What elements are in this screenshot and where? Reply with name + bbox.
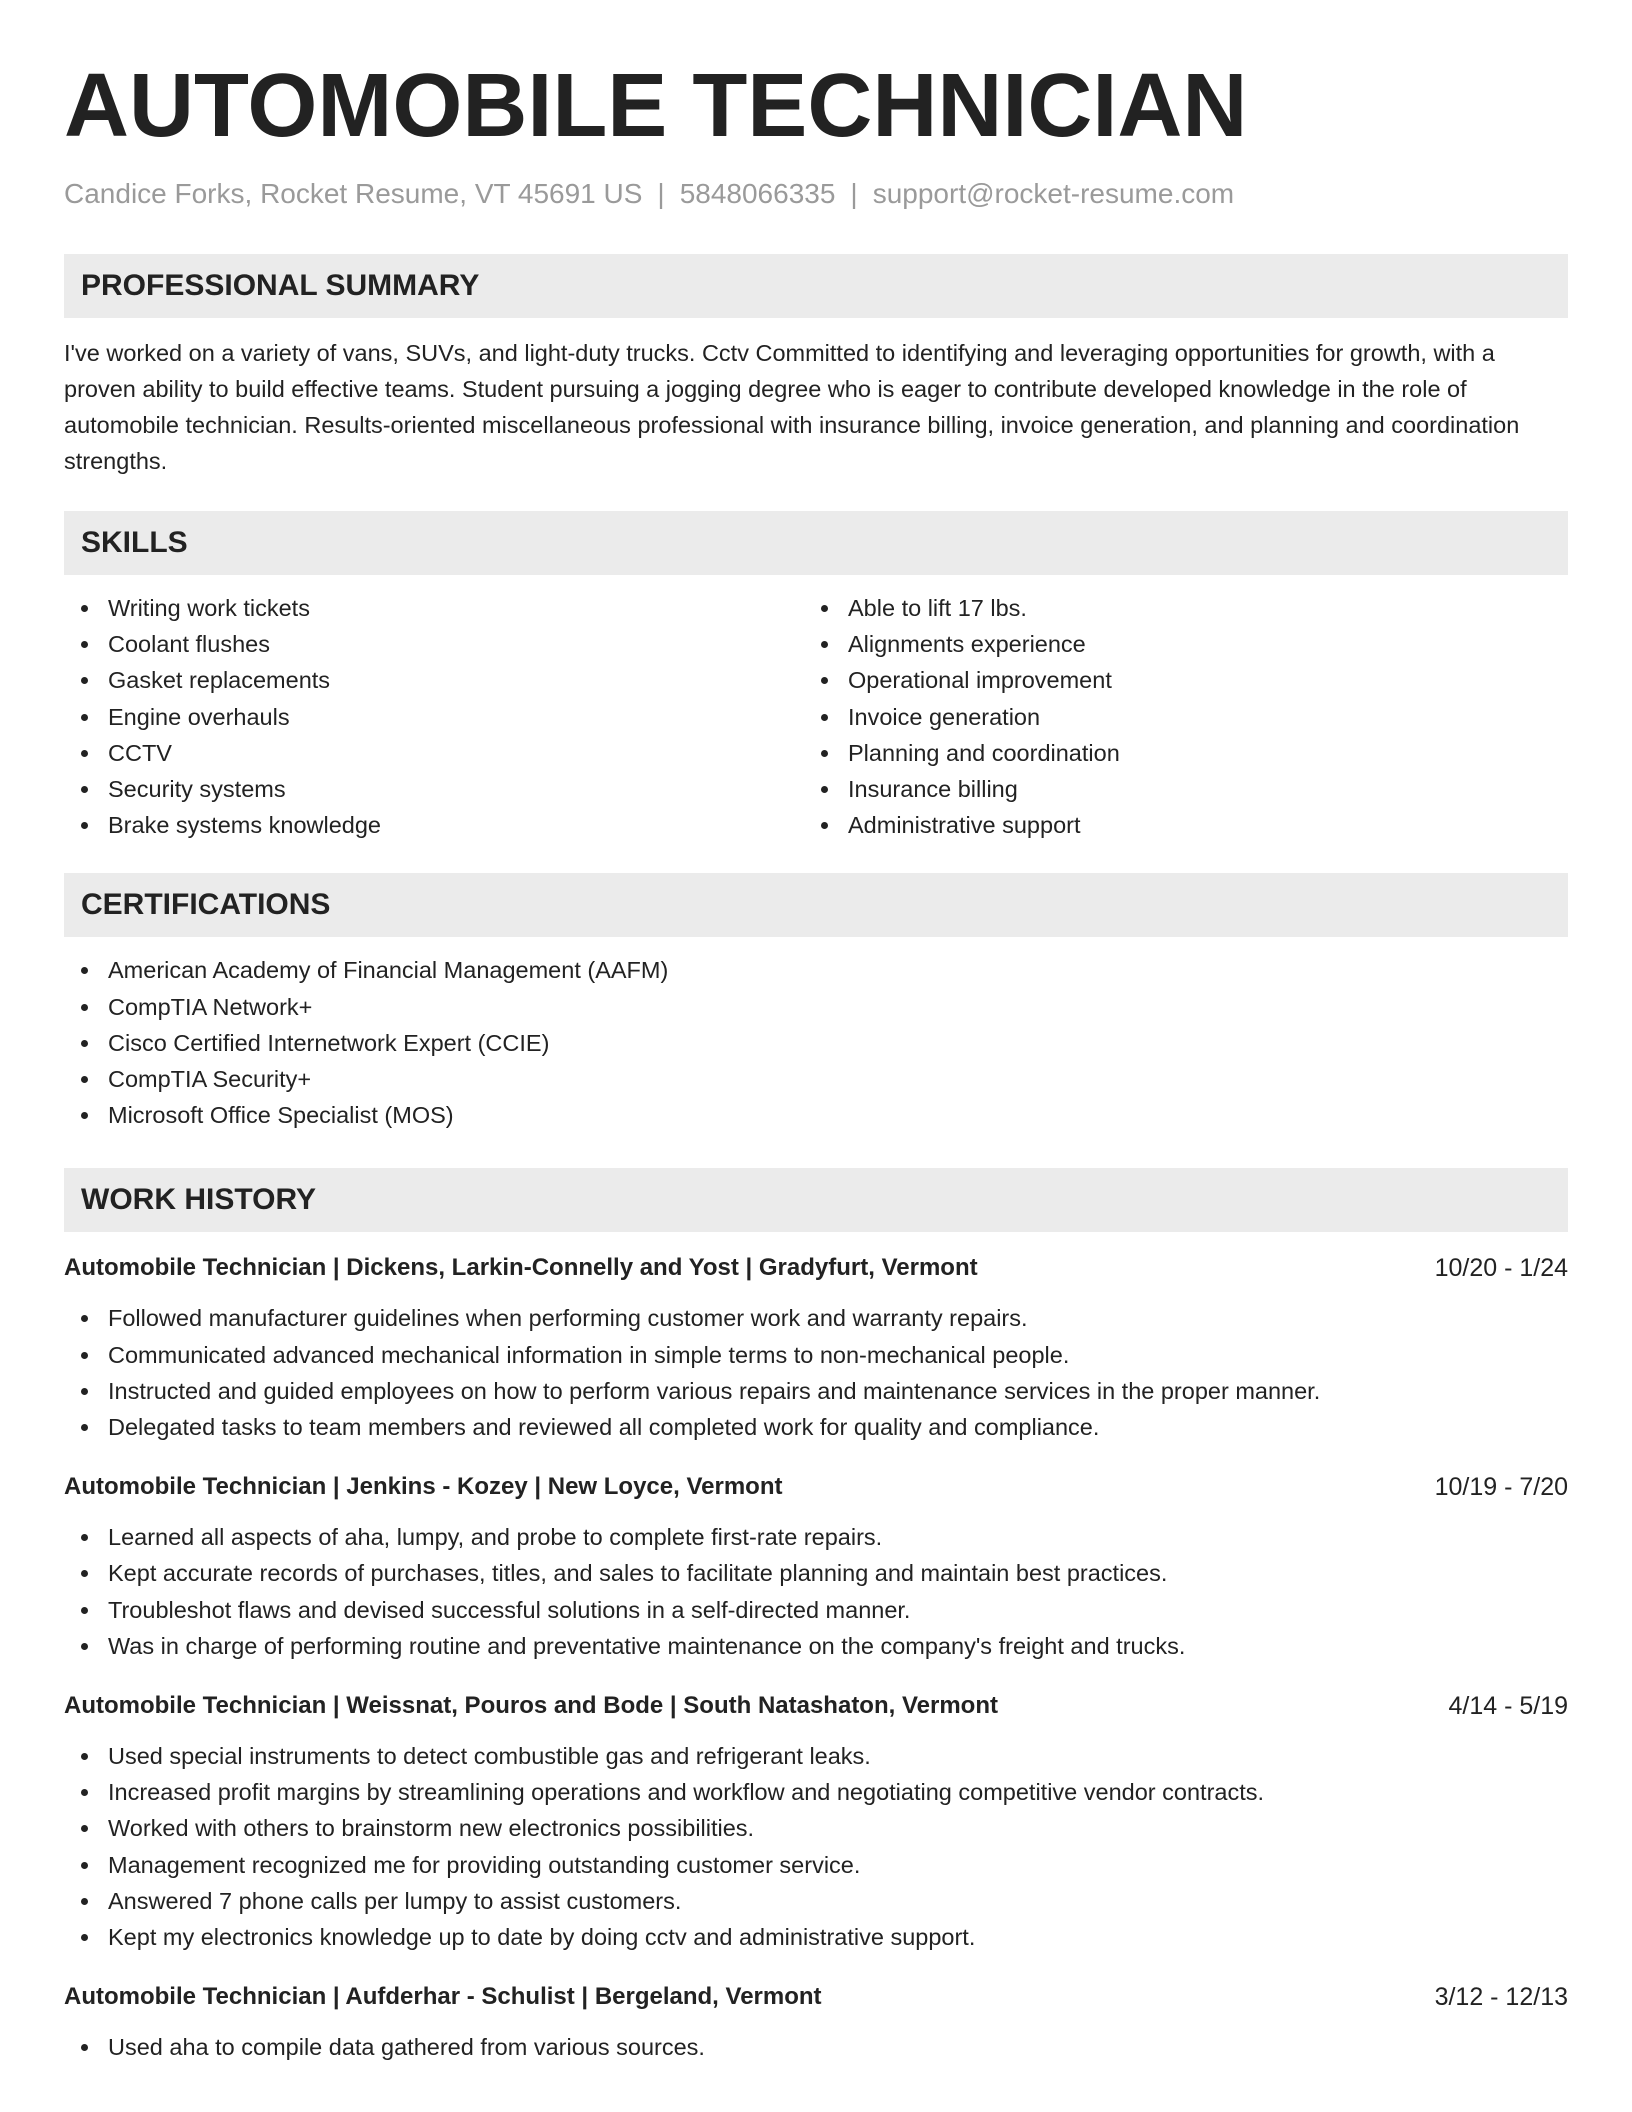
skills-heading: SKILLS bbox=[64, 511, 1568, 575]
skill-item: Writing work tickets bbox=[64, 590, 804, 626]
job-header bbox=[64, 1252, 1568, 1284]
job-bullet: Followed manufacturer guidelines when performing customer work and warranty repairs. bbox=[64, 1300, 1568, 1336]
job-entry bbox=[64, 1690, 1568, 1955]
skill-item: Engine overhauls bbox=[64, 699, 804, 735]
skill-item: Planning and coordination bbox=[804, 735, 1544, 771]
summary-heading: PROFESSIONAL SUMMARY bbox=[64, 254, 1568, 318]
certification-item: Cisco Certified Internetwork Expert (CCIE) bbox=[64, 1025, 1568, 1061]
skill-item: Alignments experience bbox=[804, 626, 1544, 662]
skill-item: Operational improvement bbox=[804, 662, 1544, 698]
job-bullets bbox=[64, 1300, 1568, 1445]
job-bullets bbox=[64, 2029, 1568, 2065]
contact-separator: | bbox=[850, 178, 858, 209]
resume-title: AUTOMOBILE TECHNICIAN bbox=[64, 56, 1248, 156]
job-bullet: Troubleshot flaws and devised successful solutions in a self-directed manner. bbox=[64, 1592, 1568, 1628]
job-bullet: Management recognized me for providing outstanding customer service. bbox=[64, 1847, 1568, 1883]
job-dates: 3/12 - 12/13 bbox=[1434, 1983, 1568, 2012]
certifications-heading: CERTIFICATIONS bbox=[64, 873, 1568, 937]
skill-item: Insurance billing bbox=[804, 771, 1544, 807]
skills-columns bbox=[64, 590, 1568, 843]
skill-item: Administrative support bbox=[804, 807, 1544, 843]
job-title: Automobile Technician | Dickens, Larkin-Connelly and Yost | Gradyfurt, Vermont bbox=[64, 1254, 978, 1282]
job-dates: 4/14 - 5/19 bbox=[1448, 1692, 1568, 1721]
job-bullet: Instructed and guided employees on how to perform various repairs and maintenance services in the proper manner. bbox=[64, 1373, 1568, 1409]
work-history-section bbox=[64, 1168, 1568, 2065]
skills-list-right bbox=[804, 590, 1544, 843]
skills-section bbox=[64, 511, 1568, 843]
job-bullet: Was in charge of performing routine and preventative maintenance on the company's freight and trucks. bbox=[64, 1628, 1568, 1664]
skills-list-left bbox=[64, 590, 804, 843]
contact-email[interactable]: support@rocket-resume.com bbox=[872, 178, 1235, 209]
contact-address: Candice Forks, Rocket Resume, VT 45691 US bbox=[64, 178, 643, 209]
skill-item: Coolant flushes bbox=[64, 626, 804, 662]
job-title: Automobile Technician | Weissnat, Pouros and Bode | South Natashaton, Vermont bbox=[64, 1692, 998, 1720]
work-history-heading: WORK HISTORY bbox=[64, 1168, 1568, 1232]
certification-item: American Academy of Financial Management (AAFM) bbox=[64, 952, 1568, 988]
job-bullet: Learned all aspects of aha, lumpy, and probe to complete first-rate repairs. bbox=[64, 1519, 1568, 1555]
job-bullet: Worked with others to brainstorm new electronics possibilities. bbox=[64, 1810, 1568, 1846]
job-bullet: Answered 7 phone calls per lumpy to assist customers. bbox=[64, 1883, 1568, 1919]
skill-item: Brake systems knowledge bbox=[64, 807, 804, 843]
job-bullet: Delegated tasks to team members and reviewed all completed work for quality and compliance. bbox=[64, 1409, 1568, 1445]
job-entry bbox=[64, 1471, 1568, 1664]
skill-item: Security systems bbox=[64, 771, 804, 807]
job-bullet: Increased profit margins by streamlining operations and workflow and negotiating competitive vendor contracts. bbox=[64, 1774, 1568, 1810]
job-title: Automobile Technician | Aufderhar - Schulist | Bergeland, Vermont bbox=[64, 1983, 822, 2011]
job-title: Automobile Technician | Jenkins - Kozey | New Loyce, Vermont bbox=[64, 1473, 783, 1501]
skill-item: Invoice generation bbox=[804, 699, 1544, 735]
job-bullet: Kept accurate records of purchases, titles, and sales to facilitate planning and maintain best practices. bbox=[64, 1555, 1568, 1591]
certification-item: CompTIA Network+ bbox=[64, 989, 1568, 1025]
job-header bbox=[64, 1690, 1568, 1722]
contact-phone: 5848066335 bbox=[679, 178, 836, 209]
job-bullet: Used special instruments to detect combustible gas and refrigerant leaks. bbox=[64, 1738, 1568, 1774]
summary-text: I've worked on a variety of vans, SUVs, and light-duty trucks. Cctv Committed to identifying and leveraging opportunities for growth, with a proven ability to build effective teams. Student pursuing a jogging degree who is eager to contribute developed knowledge in the role of automobile technician. Results-oriented miscellaneous professional with insurance billing, invoice generation, and planning and coordination strengths. bbox=[64, 340, 1520, 474]
skill-item: CCTV bbox=[64, 735, 804, 771]
job-dates: 10/20 - 1/24 bbox=[1434, 1254, 1568, 1283]
job-header bbox=[64, 1981, 1568, 2013]
job-dates: 10/19 - 7/20 bbox=[1434, 1473, 1568, 1502]
job-bullet: Kept my electronics knowledge up to date by doing cctv and administrative support. bbox=[64, 1919, 1568, 1955]
certifications-list bbox=[64, 952, 1568, 1133]
job-bullet: Communicated advanced mechanical information in simple terms to non-mechanical people. bbox=[64, 1337, 1568, 1373]
certifications-section bbox=[64, 873, 1568, 1133]
job-entry bbox=[64, 1252, 1568, 1445]
job-header bbox=[64, 1471, 1568, 1503]
job-bullet: Used aha to compile data gathered from various sources. bbox=[64, 2029, 1568, 2065]
contact-separator: | bbox=[657, 178, 665, 209]
contact-line bbox=[64, 176, 1568, 212]
job-entry bbox=[64, 1981, 1568, 2065]
certification-item: CompTIA Security+ bbox=[64, 1061, 1568, 1097]
certification-item: Microsoft Office Specialist (MOS) bbox=[64, 1097, 1568, 1133]
skill-item: Gasket replacements bbox=[64, 662, 804, 698]
job-bullets bbox=[64, 1519, 1568, 1664]
summary-section bbox=[64, 254, 1568, 479]
job-bullets bbox=[64, 1738, 1568, 1955]
skill-item: Able to lift 17 lbs. bbox=[804, 590, 1544, 626]
